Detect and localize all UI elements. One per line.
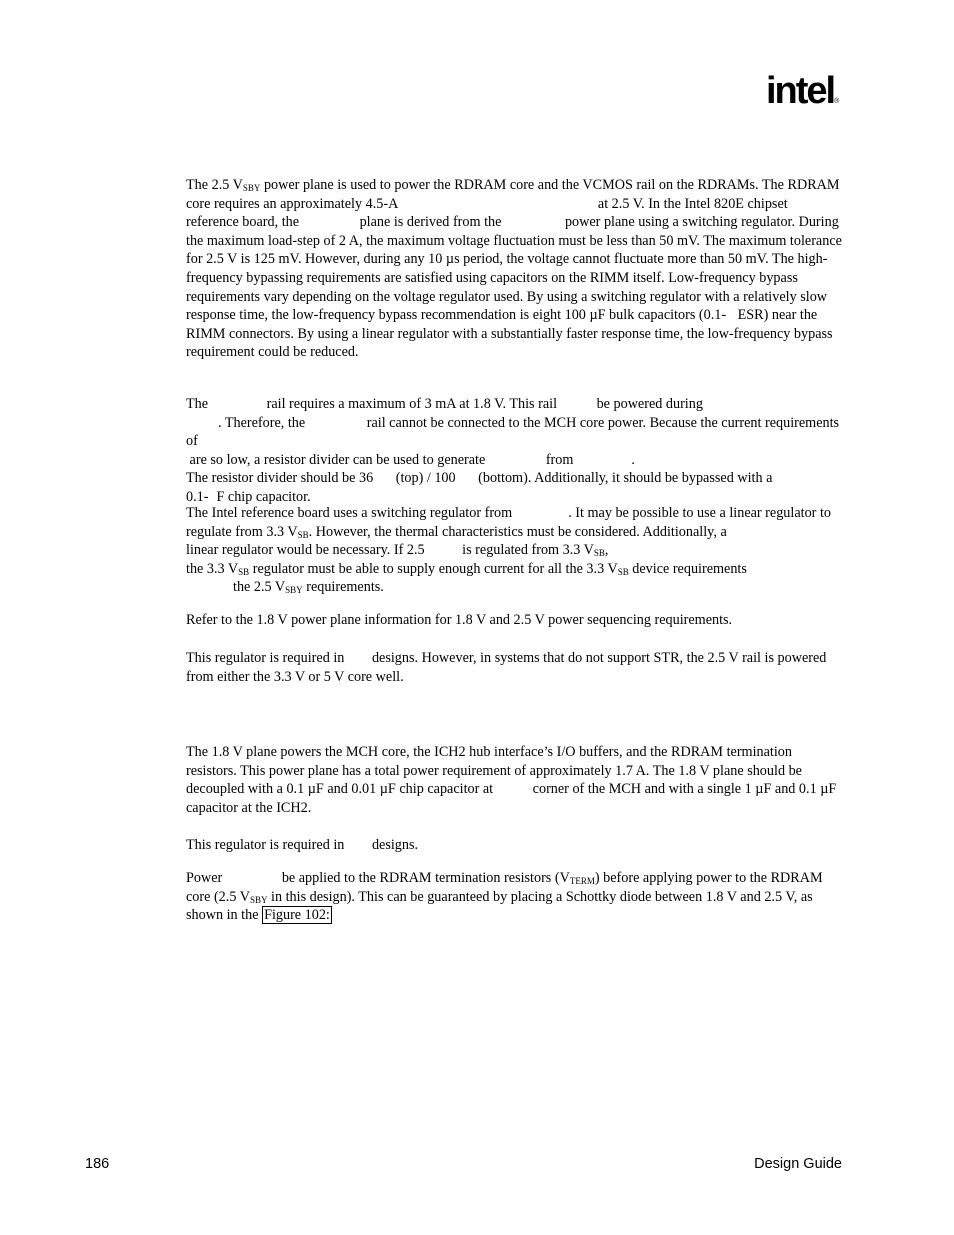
paragraph-1v8-regulator-required: This regulator is required in designs.: [186, 837, 419, 853]
paragraph-sequencing-reference: Refer to the 1.8 V power plane information for 1.8 V and 2.5 V power sequencing requirements.: [186, 612, 733, 628]
paragraph-regulator-required: This regulator is required in designs. However, in systems that do not support STR, the 2.5 V rail is powered from either the 3.3 V or 5 V core well.: [186, 650, 827, 685]
paragraph-1v8-plane: The 1.8 V plane powers the MCH core, the ICH2 hub interface’s I/O buffers, and the RDRAM termination resistors. This power plane has a total power requirement of approximately 1.7 A. The 1.8 V plane should be decoupled with a 0.1 µF and 0.01 µF chip capacitor at corner of the MCH and with a single 1 µF and 0.1 µF capacitor at the ICH2.: [186, 744, 837, 816]
registered-mark: ®: [834, 98, 840, 105]
intel-logo: [766, 72, 839, 110]
paragraph-vcmos-rail: The rail requires a maximum of 3 mA at 1.8 V. This rail be powered during . Therefore, the rail cannot be connected to the MCH core power. Because the current requirements of are so low, a resistor divider can be used to generate from . The resistor divider should be 36 (top) / 100 (bottom). Additionally, it should be bypassed with a 0.1- F chip capacitor.: [186, 396, 840, 505]
paragraph-vsby-plane: The 2.5 $V_{SBY}$ power plane is used to power the RDRAM core and the VCMOS rail on the RDRAMs. The RDRAM core requires an approximately 4.5-A at 2.5 V. In the Intel 820E chipset reference board, the plane is derived from the power plane using a switching regulator. During the maximum load-step of 2 A, the maximum voltage fluctuation must be less than 50 mV. The maximum tolerance for 2.5 V is 125 mV. However, during any 10 µs period, the voltage cannot fluctuate more than 50 mV. The high-frequency bypassing requirements are satisfied using capacitors on the RIMM itself. Low-frequency bypass requirements vary depending on the voltage regulator used. By using a switching regulator with a relatively slow response time, the low-frequency bypass recommendation is eight 100 µF bulk capacitors (0.1- ESR) near the RIMM connectors. By using a linear regulator with a substantially faster response time, the low-frequency bypass requirement could be reduced.: [186, 177, 842, 361]
figure-102-link[interactable]: Figure 102:: [264, 907, 330, 924]
paragraph-power-sequencing: Power be applied to the RDRAM termination resistors $(V_{TERM})$ before applying power to the RDRAM core (2.5 $V_{SBY}$ in this design). This can be guaranteed by placing a Schottky diode between 1.8 V and 2.5 V, as shown in the Figure 102:: [186, 870, 823, 924]
logo-text: intel: [766, 70, 835, 112]
document-title: Design Guide: [754, 1156, 842, 1172]
paragraph-reference-board-regulator: The Intel reference board uses a switching regulator from . It may be possible to use a linear regulator to regulate from 3.3 $V_{SB}$. However, the thermal characteristics must be considered. Additionally, a linear regulator would be necessary. If 2.5 is regulated from 3.3 $V_{SB}$, the 3.3 $V_{SB}$ regulator must be able to supply enough current for all the 3.3 $V_{SB}$ device requirements the 2.5 $V_{SBY}$ requirements.: [186, 505, 831, 596]
page-number: 186: [85, 1156, 110, 1172]
